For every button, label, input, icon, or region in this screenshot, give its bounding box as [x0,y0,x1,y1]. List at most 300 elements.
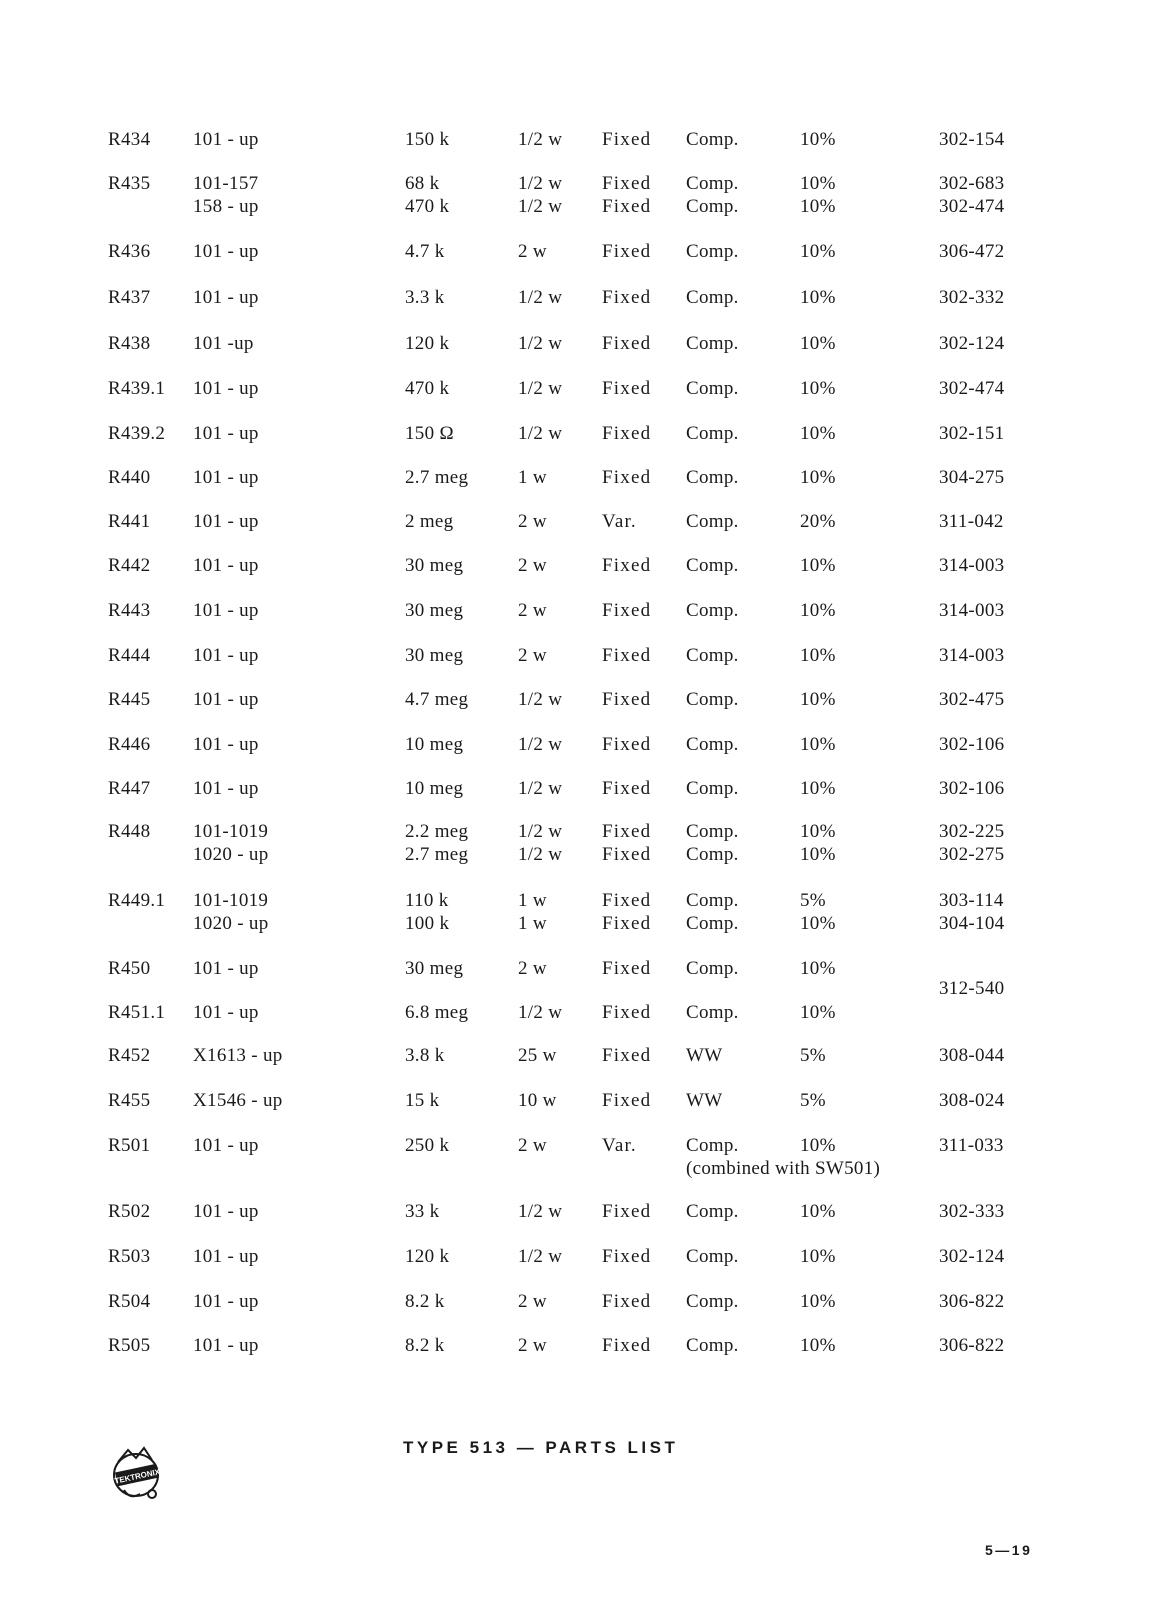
part-number-cell-line: 306-822 [939,1335,1005,1356]
type-cell-line: Fixed [602,1291,652,1312]
type-cell-line: Fixed [602,129,652,150]
part-number-cell [939,554,1004,577]
material-cell-line: Comp. [686,890,739,911]
part-number-cell [939,422,1004,445]
part-number-cell-line: 302-474 [939,378,1005,399]
tolerance-cell-line: 10% [800,734,836,755]
serial-cell-line: 101-1019 [193,890,269,911]
wattage-cell-line: 1/2 w [518,778,563,799]
tolerance-cell-line: 5% [800,890,826,911]
type-cell [602,1245,651,1268]
table-row [0,820,1152,868]
part-number-cell [939,688,1004,711]
value-cell-line: 30 meg [405,600,464,621]
value-cell-line: 33 k [405,1201,440,1222]
value-cell [405,128,449,151]
wattage-cell-line: 2 w [518,645,547,666]
serial-cell-line: 101 -up [193,333,254,354]
serial-cell [193,510,259,533]
tolerance-cell [800,422,836,445]
material-cell [686,889,739,935]
type-cell-line: Fixed [602,689,652,710]
material-cell [686,128,739,151]
tolerance-cell-line: 20% [800,511,836,532]
part-number-cell-line: 304-104 [939,913,1005,934]
table-row [0,377,1152,425]
type-cell-line: Fixed [602,241,652,262]
circuit-number-cell: R505 [108,1335,151,1356]
value-cell-line: 120 k [405,333,450,354]
serial-cell [193,599,259,622]
type-cell [602,1200,651,1223]
wattage-cell [518,599,547,622]
table-row [0,332,1152,380]
wattage-cell [518,1134,547,1157]
material-cell [686,466,739,489]
serial-cell-line: 101 - up [193,129,259,150]
serial-cell [193,688,259,711]
material-cell-line: Comp. [686,511,739,532]
tolerance-cell [800,1290,836,1313]
material-cell-line: WW [686,1045,723,1066]
type-cell-line: Fixed [602,1246,652,1267]
table-row [0,599,1152,647]
value-cell-line: 3.8 k [405,1045,445,1066]
serial-cell-line: 101 - up [193,600,259,621]
tolerance-cell [800,466,836,489]
serial-cell [193,1044,283,1067]
serial-cell [193,554,259,577]
wattage-cell [518,1089,557,1112]
wattage-cell-line: 1 w [518,467,547,488]
value-cell-line: 8.2 k [405,1291,445,1312]
tolerance-cell-line: 10% [800,333,836,354]
value-cell-line: 8.2 k [405,1335,445,1356]
type-cell [602,422,651,445]
circuit-number-cell: R436 [108,241,151,262]
value-cell [405,820,468,866]
wattage-cell-line: 1/2 w [518,378,563,399]
serial-cell [193,286,259,309]
part-number-cell [939,599,1004,622]
value-cell [405,240,445,263]
tolerance-cell-line: 10% [800,1201,836,1222]
wattage-cell [518,1200,562,1223]
type-cell-line: Fixed [602,423,652,444]
serial-cell-line: 101 - up [193,423,259,444]
material-cell-line: Comp. [686,287,739,308]
circuit-number-cell: R504 [108,1291,151,1312]
part-number-cell-line: 314-003 [939,600,1005,621]
part-number-cell-line: 306-472 [939,241,1005,262]
serial-cell [193,422,259,445]
table-row [0,1001,1152,1049]
type-cell [602,688,651,711]
part-number-cell [939,1245,1004,1268]
value-cell-line: 4.7 k [405,241,445,262]
serial-cell-line: 101 - up [193,1135,259,1156]
value-cell [405,1134,449,1157]
material-cell [686,1200,739,1223]
tolerance-cell [800,554,836,577]
tolerance-cell-line: 10% [800,555,836,576]
part-number-cell [939,820,1004,866]
part-number-cell-line: 302-683 [939,173,1005,194]
wattage-cell [518,286,562,309]
tolerance-cell [800,1089,826,1112]
tolerance-cell [800,510,836,533]
table-row [0,889,1152,937]
wattage-cell [518,510,547,533]
table-row [0,1245,1152,1293]
tolerance-cell-line: 10% [800,844,836,865]
tolerance-cell [800,733,836,756]
circuit-number-cell: R502 [108,1201,151,1222]
tolerance-cell [800,128,836,151]
serial-cell [193,377,259,400]
type-cell-line: Fixed [602,913,652,934]
type-cell [602,889,651,935]
wattage-cell-line: 2 w [518,1291,547,1312]
part-number-cell-line: 302-151 [939,423,1005,444]
material-cell [686,1089,722,1112]
value-cell-line: 250 k [405,1135,450,1156]
tolerance-cell-line: 10% [800,467,836,488]
material-cell-line: Comp. [686,734,739,755]
value-cell [405,1290,445,1313]
material-cell-line: Comp. [686,196,739,217]
circuit-number-cell: R446 [108,734,151,755]
serial-cell-line: 1020 - up [193,844,269,865]
serial-cell [193,1290,259,1313]
value-cell-line: 150 k [405,129,450,150]
wattage-cell [518,240,547,263]
value-cell-line: 6.8 meg [405,1002,469,1023]
material-cell [686,332,739,355]
wattage-cell [518,957,547,980]
material-cell [686,377,739,400]
value-cell-line: 110 k [405,890,449,911]
tolerance-cell-line: 10% [800,600,836,621]
table-row [0,1200,1152,1248]
serial-cell-line: 101 - up [193,378,259,399]
wattage-cell-line: 1/2 w [518,196,563,217]
tolerance-cell [800,777,836,800]
material-cell-line: Comp. [686,1201,739,1222]
serial-cell [193,733,259,756]
part-number-cell-line: 314-003 [939,645,1005,666]
tolerance-cell [800,820,836,866]
wattage-cell-line: 2 w [518,555,547,576]
circuit-number-cell: R445 [108,689,151,710]
tolerance-cell-line: 10% [800,821,836,842]
wattage-cell-line: 1/2 w [518,821,563,842]
table-row [0,1334,1152,1382]
material-cell [686,777,739,800]
wattage-cell [518,777,562,800]
type-cell-line: Fixed [602,196,652,217]
material-cell-line: Comp. [686,1291,739,1312]
shared-part-number: 312-540 [939,978,1005,999]
wattage-cell [518,377,562,400]
value-cell-line: 120 k [405,1246,450,1267]
material-cell-line: Comp. [686,844,739,865]
part-number-cell-line: 302-106 [939,734,1005,755]
circuit-number-cell: R441 [108,511,151,532]
type-cell [602,644,651,667]
value-cell [405,422,454,445]
wattage-cell-line: 1/2 w [518,844,563,865]
value-cell-line: 30 meg [405,555,464,576]
tolerance-cell-line: 10% [800,423,836,444]
material-cell [686,1245,739,1268]
wattage-cell-line: 2 w [518,511,547,532]
value-cell [405,644,463,667]
circuit-number-cell: R435 [108,173,151,194]
wattage-cell-line: 1/2 w [518,689,563,710]
part-number-cell [939,733,1004,756]
value-cell-line: 68 k [405,173,440,194]
serial-cell [193,1245,259,1268]
type-cell-line: Fixed [602,821,652,842]
type-cell-line: Fixed [602,734,652,755]
tolerance-cell [800,644,836,667]
material-cell-line: Comp. [686,645,739,666]
tolerance-cell-line: 10% [800,1135,836,1156]
wattage-cell-line: 2 w [518,1335,547,1356]
material-cell [686,1044,722,1067]
type-cell-line: Fixed [602,1002,652,1023]
part-number-cell-line: 302-474 [939,196,1005,217]
tolerance-cell [800,599,836,622]
type-cell [602,510,637,533]
material-cell-line: WW [686,1090,723,1111]
type-cell [602,820,651,866]
value-cell-line: 2.2 meg [405,821,469,842]
table-row [0,172,1152,220]
wattage-cell [518,422,562,445]
part-number-cell-line: 302-106 [939,778,1005,799]
material-cell [686,286,739,309]
serial-cell [193,777,259,800]
wattage-cell [518,1334,547,1357]
wattage-cell-line: 1/2 w [518,1201,563,1222]
circuit-number-cell: R443 [108,600,151,621]
type-cell [602,777,651,800]
serial-cell-line: 101 - up [193,1201,259,1222]
serial-cell-line: 101 - up [193,958,259,979]
type-cell-line: Fixed [602,645,652,666]
circuit-number-cell: R444 [108,645,151,666]
serial-cell-line: 101-1019 [193,821,269,842]
part-number-cell [939,777,1004,800]
wattage-cell-line: 2 w [518,958,547,979]
wattage-cell [518,688,562,711]
type-cell [602,733,651,756]
tolerance-cell [800,1001,836,1024]
value-cell [405,1334,445,1357]
type-cell-line: Var. [602,511,637,532]
value-cell [405,599,463,622]
material-cell-line: Comp. [686,241,739,262]
wattage-cell-line: 1/2 w [518,287,563,308]
type-cell [602,1001,651,1024]
wattage-cell-line: 1/2 w [518,333,563,354]
value-cell-line: 30 meg [405,645,464,666]
part-number-cell [939,1044,1004,1067]
type-cell [602,1334,651,1357]
circuit-number-cell: R451.1 [108,1002,166,1023]
material-cell [686,1134,739,1157]
part-number-cell [939,510,1004,533]
wattage-cell [518,1245,562,1268]
tolerance-cell [800,1044,826,1067]
serial-cell [193,172,259,218]
serial-cell-line: 101 - up [193,645,259,666]
tolerance-cell-line: 10% [800,913,836,934]
part-number-cell-line: 302-154 [939,129,1005,150]
tolerance-cell-line: 10% [800,378,836,399]
type-cell-line: Var. [602,1135,637,1156]
tolerance-cell [800,172,836,218]
circuit-number-cell: R448 [108,821,151,842]
material-cell [686,422,739,445]
value-cell [405,1044,445,1067]
circuit-number-cell: R438 [108,333,151,354]
circuit-number-cell: R437 [108,287,151,308]
type-cell-line: Fixed [602,890,652,911]
tolerance-cell-line: 10% [800,689,836,710]
type-cell-line: Fixed [602,1335,652,1356]
tolerance-cell-line: 10% [800,1246,836,1267]
serial-cell-line: 101 - up [193,555,259,576]
type-cell-line: Fixed [602,555,652,576]
type-cell [602,957,651,980]
tolerance-cell-line: 10% [800,1002,836,1023]
tolerance-cell-line: 10% [800,173,836,194]
serial-cell [193,1001,259,1024]
value-cell [405,1001,468,1024]
part-number-cell [939,172,1004,218]
value-cell [405,889,449,935]
part-number-cell-line: 306-822 [939,1291,1005,1312]
value-cell [405,286,445,309]
type-cell [602,286,651,309]
tolerance-cell [800,332,836,355]
part-number-cell-line: 314-003 [939,555,1005,576]
value-cell-line: 2.7 meg [405,467,469,488]
part-number-cell-line: 304-275 [939,467,1005,488]
serial-cell-line: 101 - up [193,1246,259,1267]
serial-cell-line: 101 - up [193,287,259,308]
part-number-cell-line: 302-225 [939,821,1005,842]
value-cell-line: 2.7 meg [405,844,469,865]
value-cell-line: 150 Ω [405,423,454,444]
table-row [0,240,1152,288]
wattage-cell [518,1001,562,1024]
serial-cell-line: 101 - up [193,241,259,262]
value-cell-line: 470 k [405,378,450,399]
value-cell-line: 4.7 meg [405,689,469,710]
part-number-cell [939,1290,1004,1313]
table-row [0,644,1152,692]
value-cell-line: 30 meg [405,958,464,979]
material-cell [686,510,739,533]
wattage-cell-line: 2 w [518,1135,547,1156]
circuit-number-cell: R503 [108,1246,151,1267]
circuit-number-cell: R434 [108,129,151,150]
tolerance-cell-line: 10% [800,196,836,217]
material-cell [686,240,739,263]
tolerance-cell-line: 10% [800,1335,836,1356]
value-cell [405,466,468,489]
tolerance-cell-line: 5% [800,1090,826,1111]
table-row [0,1089,1152,1137]
type-cell [602,466,651,489]
table-row [0,1044,1152,1092]
material-cell [686,820,739,866]
wattage-cell-line: 1/2 w [518,129,563,150]
material-cell [686,1001,739,1024]
tolerance-cell [800,286,836,309]
wattage-cell [518,1044,557,1067]
serial-cell-line: 101 - up [193,467,259,488]
wattage-cell-line: 1/2 w [518,423,563,444]
circuit-number-cell: R455 [108,1090,151,1111]
serial-cell-line: 101 - up [193,734,259,755]
row-note: (combined with SW501) [686,1158,881,1179]
type-cell [602,1044,651,1067]
part-number-cell [939,240,1004,263]
type-cell [602,1290,651,1313]
serial-cell [193,1089,283,1112]
value-cell-line: 3.3 k [405,287,445,308]
tolerance-cell [800,1134,836,1157]
value-cell-line: 470 k [405,196,450,217]
circuit-number-cell: R442 [108,555,151,576]
table-row [0,688,1152,736]
tolerance-cell [800,1245,836,1268]
wattage-cell-line: 10 w [518,1090,557,1111]
type-cell [602,240,651,263]
table-row [0,1134,1152,1182]
material-cell-line: Comp. [686,1246,739,1267]
serial-cell-line: X1613 - up [193,1045,283,1066]
wattage-cell [518,466,547,489]
type-cell-line: Fixed [602,778,652,799]
part-number-cell [939,889,1004,935]
value-cell [405,733,463,756]
value-cell [405,1200,439,1223]
value-cell-line: 10 meg [405,734,464,755]
serial-cell [193,240,259,263]
circuit-number-cell: R501 [108,1135,151,1156]
wattage-cell-line: 1/2 w [518,1002,563,1023]
circuit-number-cell: R447 [108,778,151,799]
wattage-cell [518,1290,547,1313]
circuit-number-cell: R439.2 [108,423,166,444]
serial-cell-line: 101 - up [193,1335,259,1356]
type-cell-line: Fixed [602,958,652,979]
serial-cell-line: 101 - up [193,1291,259,1312]
table-row [0,128,1152,176]
wattage-cell-line: 1 w [518,890,547,911]
tolerance-cell-line: 5% [800,1045,826,1066]
serial-cell [193,1334,259,1357]
part-number-cell-line: 311-042 [939,511,1004,532]
tolerance-cell-line: 10% [800,778,836,799]
material-cell-line: Comp. [686,1335,739,1356]
